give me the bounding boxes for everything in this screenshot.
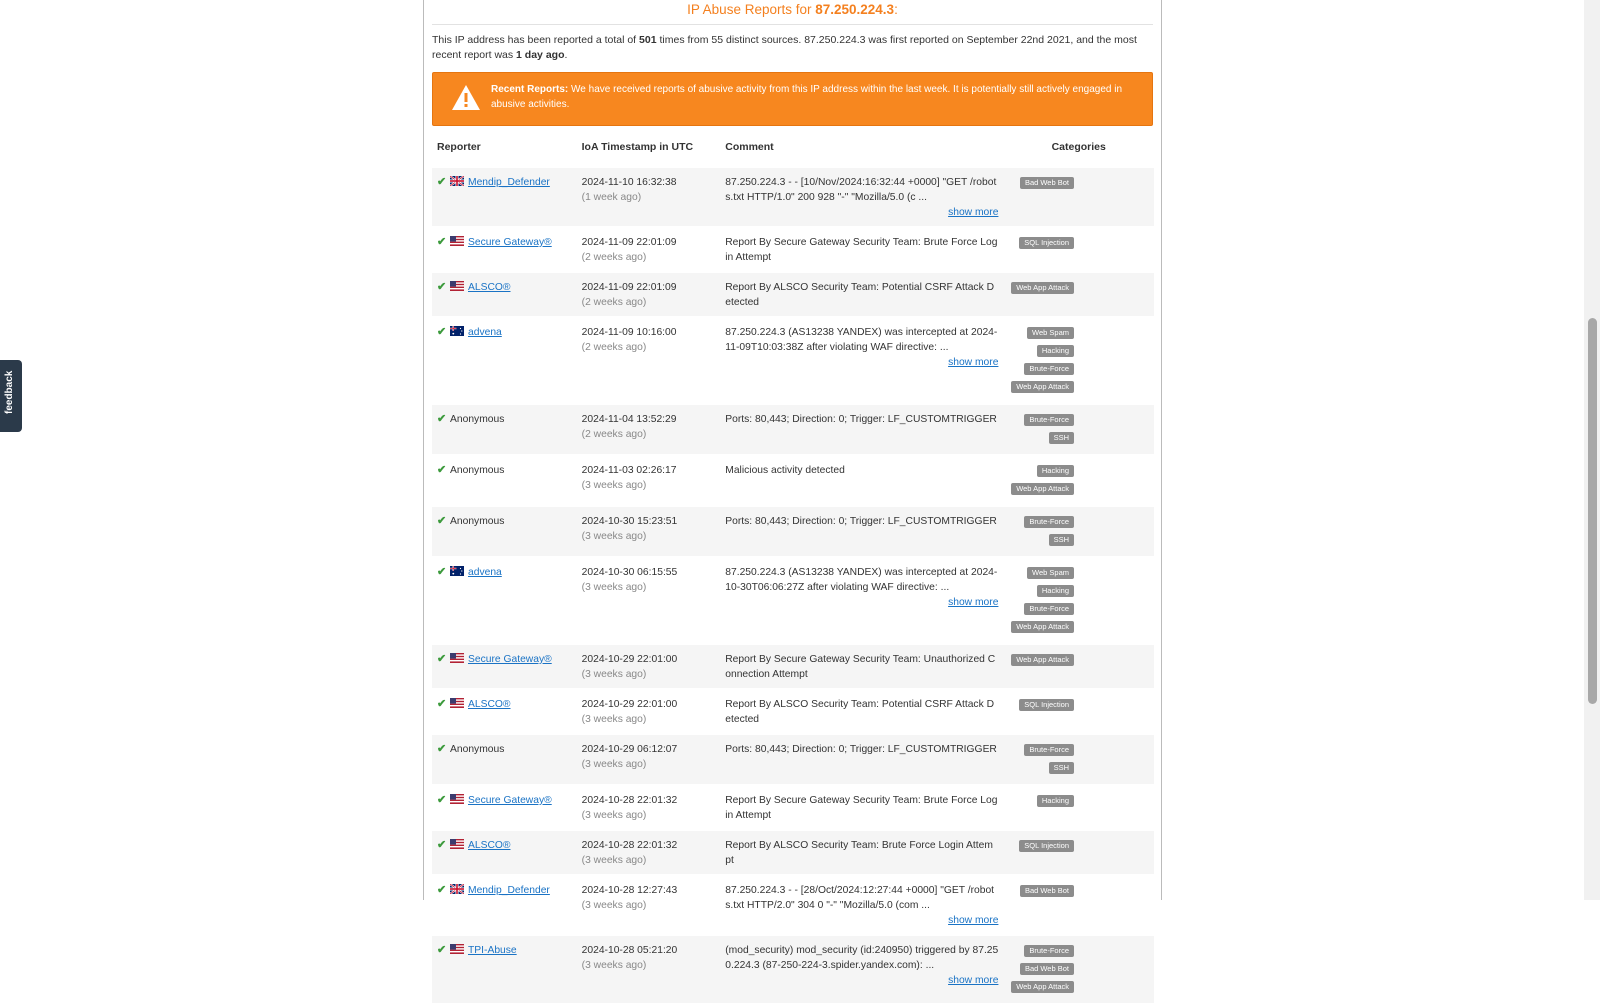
comment-text: Malicious activity detected [725, 465, 845, 476]
table-row [432, 272, 1154, 317]
comment-cell [720, 830, 1003, 875]
title-ip: 87.250.224.3 [815, 2, 895, 17]
category-badge[interactable]: Web App Attack [1011, 381, 1074, 393]
comment-text: 87.250.224.3 - - [10/Nov/2024:16:32:44 +0000] "GET /robots.txt HTTP/1.0" 200 928 "-" "Mozilla/5.0 (c ... [725, 177, 997, 203]
reporter-link[interactable]: Mendip_Defender [468, 885, 550, 896]
table-row [432, 689, 1154, 734]
reporter-cell [432, 272, 577, 317]
reporter-cell [432, 506, 577, 557]
reporter-cell [432, 644, 577, 689]
category-badge[interactable]: Web App Attack [1011, 282, 1074, 294]
timestamp: 2024-10-28 22:01:32 [581, 795, 678, 806]
verified-check-icon: ✔ [437, 653, 447, 665]
col-comment: Comment [725, 141, 774, 153]
categories-cell [1003, 689, 1154, 734]
reporter-link[interactable]: advena [468, 567, 502, 578]
col-reporter: Reporter [437, 141, 481, 153]
category-badge[interactable]: SQL Injection [1019, 699, 1074, 711]
relative-time: (2 weeks ago) [581, 342, 647, 353]
timestamp-cell [577, 734, 721, 785]
timestamp: 2024-10-28 22:01:32 [581, 840, 678, 851]
category-badge[interactable]: Brute-Force [1024, 516, 1074, 528]
categories-cell [1003, 644, 1154, 689]
relative-time: (2 weeks ago) [581, 297, 647, 308]
comment-cell [720, 689, 1003, 734]
comment-text: Report By Secure Gateway Security Team: Unauthorized Connection Attempt [725, 654, 996, 680]
reporter-cell [432, 557, 577, 644]
category-badge[interactable]: Bad Web Bot [1020, 885, 1074, 897]
categories-cell [1003, 404, 1154, 455]
verified-check-icon: ✔ [437, 464, 447, 476]
category-badge[interactable]: SQL Injection [1019, 840, 1074, 852]
relative-time: (3 weeks ago) [581, 810, 647, 821]
comment-cell [720, 404, 1003, 455]
table-row [432, 644, 1154, 689]
us-flag-icon [450, 698, 464, 708]
timestamp: 2024-10-29 22:01:00 [581, 699, 678, 710]
table-row [432, 227, 1154, 272]
timestamp-cell [577, 404, 721, 455]
timestamp-cell [577, 557, 721, 644]
feedback-tab[interactable] [0, 360, 22, 432]
au-flag-icon [450, 326, 464, 336]
uk-flag-icon [450, 884, 464, 894]
reporter-cell [432, 689, 577, 734]
table-row [432, 317, 1154, 404]
reporter-cell [432, 167, 577, 227]
us-flag-icon [450, 236, 464, 246]
verified-check-icon: ✔ [437, 515, 447, 527]
comment-text: Report By Secure Gateway Security Team: Brute Force Login Attempt [725, 795, 998, 821]
table-row [432, 404, 1154, 455]
table-row [432, 455, 1154, 506]
category-badge[interactable]: Brute-Force [1024, 363, 1074, 375]
comment-cell [720, 734, 1003, 785]
relative-time: (2 weeks ago) [581, 429, 647, 440]
table-row [432, 785, 1154, 830]
timestamp-cell [577, 785, 721, 830]
timestamp-cell [577, 317, 721, 404]
timestamp: 2024-11-10 16:32:38 [581, 177, 677, 188]
reporter-name: Anonymous [450, 414, 505, 425]
timestamp: 2024-11-09 22:01:09 [581, 237, 677, 248]
relative-time: (3 weeks ago) [581, 669, 647, 680]
reporter-cell [432, 227, 577, 272]
reporter-link[interactable]: Mendip_Defender [468, 177, 550, 188]
categories-cell [1003, 272, 1154, 317]
categories-cell [1003, 167, 1154, 227]
category-badge[interactable]: Hacking [1037, 585, 1074, 597]
summary-recent: 1 day ago [516, 49, 565, 61]
relative-time: (3 weeks ago) [581, 480, 647, 491]
reporter-link[interactable]: Secure Gateway® [468, 237, 552, 248]
comment-text: Report By ALSCO Security Team: Brute Force Login Attempt [725, 840, 993, 866]
category-badge[interactable]: Brute-Force [1024, 945, 1074, 957]
categories-cell [1003, 506, 1154, 557]
reporter-cell [432, 455, 577, 506]
verified-check-icon: ✔ [437, 743, 447, 755]
scrollbar-thumb[interactable] [1588, 318, 1597, 704]
comment-cell [720, 317, 1003, 404]
timestamp: 2024-10-28 12:27:43 [581, 885, 678, 896]
categories-cell [1003, 455, 1154, 506]
us-flag-icon [450, 839, 464, 849]
comment-cell [720, 455, 1003, 506]
timestamp: 2024-11-03 02:26:17 [581, 465, 677, 476]
us-flag-icon [450, 281, 464, 291]
table-header-row [432, 141, 1154, 167]
categories-cell [1003, 734, 1154, 785]
relative-time: (3 weeks ago) [581, 531, 647, 542]
categories-cell [1003, 875, 1154, 935]
categories-cell [1003, 785, 1154, 830]
report-summary [432, 33, 1153, 63]
relative-time: (3 weeks ago) [581, 714, 647, 725]
reporter-link[interactable]: ALSCO® [468, 282, 511, 293]
warning-icon [451, 84, 481, 111]
alert-message [491, 82, 1132, 112]
reporter-cell [432, 404, 577, 455]
recent-reports-alert [432, 72, 1153, 126]
timestamp-cell [577, 227, 721, 272]
category-badge[interactable]: Hacking [1037, 345, 1074, 357]
timestamp-cell [577, 506, 721, 557]
verified-check-icon: ✔ [437, 839, 447, 851]
title-suffix: : [894, 2, 898, 17]
categories-cell [1003, 227, 1154, 272]
us-flag-icon [450, 794, 464, 804]
table-row [432, 734, 1154, 785]
table-row [432, 167, 1154, 227]
reports-table [432, 141, 1154, 1003]
timestamp: 2024-11-04 13:52:29 [581, 414, 677, 425]
comment-cell [720, 167, 1003, 227]
reporter-link[interactable]: ALSCO® [468, 699, 511, 710]
comment-cell [720, 557, 1003, 644]
category-badge[interactable]: Web Spam [1027, 567, 1074, 579]
us-flag-icon [450, 944, 464, 954]
timestamp-cell [577, 272, 721, 317]
reporter-link[interactable]: Secure Gateway® [468, 654, 552, 665]
reporter-cell [432, 317, 577, 404]
category-badge[interactable]: Web App Attack [1011, 483, 1074, 495]
us-flag-icon [450, 653, 464, 663]
comment-cell [720, 935, 1003, 1003]
category-badge[interactable]: SSH [1049, 762, 1074, 774]
timestamp: 2024-11-09 10:16:00 [581, 327, 677, 338]
category-badge[interactable]: Web App Attack [1011, 621, 1074, 633]
relative-time: (3 weeks ago) [581, 900, 647, 911]
category-badge[interactable]: Web App Attack [1011, 654, 1074, 666]
show-more-link[interactable]: show more [948, 975, 999, 986]
category-badge[interactable]: SQL Injection [1019, 237, 1074, 249]
category-badge[interactable]: Brute-Force [1024, 603, 1074, 615]
category-badge[interactable]: Web App Attack [1011, 981, 1074, 993]
feedback-label: feedback [4, 370, 15, 414]
comment-text: Report By ALSCO Security Team: Potential CSRF Attack Detected [725, 282, 995, 308]
summary-text-3: . [564, 49, 568, 61]
alert-body: We have received reports of abusive activity from this IP address within the last week. It is potentially still actively engaged in abusive activities. [491, 84, 1123, 110]
verified-check-icon: ✔ [437, 944, 447, 956]
category-badge[interactable]: Hacking [1037, 795, 1074, 807]
timestamp-cell [577, 644, 721, 689]
comment-text: Ports: 80,443; Direction: 0; Trigger: LF_CUSTOMTRIGGER [725, 744, 997, 755]
relative-time: (3 weeks ago) [581, 582, 647, 593]
timestamp: 2024-10-29 06:12:07 [581, 744, 678, 755]
timestamp: 2024-10-30 15:23:51 [581, 516, 678, 527]
categories-cell [1003, 935, 1154, 1003]
timestamp: 2024-10-29 22:01:00 [581, 654, 678, 665]
comment-text: Report By Secure Gateway Security Team: Brute Force Login Attempt [725, 237, 998, 263]
categories-cell [1003, 830, 1154, 875]
relative-time: (3 weeks ago) [581, 960, 647, 971]
reporter-cell [432, 875, 577, 935]
reports-table-body [432, 167, 1154, 1003]
title-divider [432, 24, 1153, 25]
verified-check-icon: ✔ [437, 326, 447, 338]
reporter-cell [432, 830, 577, 875]
reports-panel [423, 0, 1162, 991]
reporter-name: Anonymous [450, 744, 505, 755]
timestamp-cell [577, 830, 721, 875]
verified-check-icon: ✔ [437, 413, 447, 425]
timestamp-cell [577, 455, 721, 506]
timestamp-cell [577, 167, 721, 227]
alert-title: Recent Reports: [491, 84, 569, 95]
page-title [432, 1, 1153, 19]
categories-cell [1003, 317, 1154, 404]
comment-text: Report By ALSCO Security Team: Potential CSRF Attack Detected [725, 699, 995, 725]
table-row [432, 875, 1154, 935]
category-badge[interactable]: SSH [1049, 534, 1074, 546]
reporter-name: Anonymous [450, 516, 505, 527]
verified-check-icon: ✔ [437, 176, 447, 188]
comment-text: 87.250.224.3 - - [28/Oct/2024:12:27:44 +0000] "GET /robots.txt HTTP/2.0" 304 0 "-" "Mozilla/5.0 (com ... [725, 885, 995, 911]
category-badge[interactable]: SSH [1049, 432, 1074, 444]
show-more-link[interactable]: show more [948, 597, 999, 608]
scrollbar[interactable] [1584, 0, 1600, 900]
comment-cell [720, 785, 1003, 830]
show-more-link[interactable]: show more [948, 915, 999, 926]
comment-text: 87.250.224.3 (AS13238 YANDEX) was intercepted at 2024-11-09T10:03:38Z after violating WAF directive: ... [725, 327, 998, 353]
table-row [432, 935, 1154, 1003]
categories-cell [1003, 557, 1154, 644]
comment-text: (mod_security) mod_security (id:240950) triggered by 87.250.224.3 (87-250-224-3.spider.yandex.com): ... [725, 945, 999, 971]
comment-cell [720, 644, 1003, 689]
verified-check-icon: ✔ [437, 236, 447, 248]
summary-total: 501 [639, 34, 657, 46]
comment-text: Ports: 80,443; Direction: 0; Trigger: LF_CUSTOMTRIGGER [725, 414, 997, 425]
category-badge[interactable]: Web Spam [1027, 327, 1074, 339]
comment-text: 87.250.224.3 (AS13238 YANDEX) was intercepted at 2024-10-30T06:06:27Z after violating WAF directive: ... [725, 567, 998, 593]
relative-time: (2 weeks ago) [581, 252, 647, 263]
verified-check-icon: ✔ [437, 281, 447, 293]
category-badge[interactable]: Brute-Force [1024, 744, 1074, 756]
verified-check-icon: ✔ [437, 794, 447, 806]
reporter-link[interactable]: TPI-Abuse [468, 945, 517, 956]
relative-time: (3 weeks ago) [581, 855, 647, 866]
verified-check-icon: ✔ [437, 566, 447, 578]
reporter-link[interactable]: ALSCO® [468, 840, 511, 851]
timestamp: 2024-11-09 22:01:09 [581, 282, 677, 293]
show-more-link[interactable]: show more [948, 207, 999, 218]
reporter-cell [432, 785, 577, 830]
col-categories: Categories [1051, 141, 1106, 153]
comment-cell [720, 506, 1003, 557]
timestamp-cell [577, 935, 721, 1003]
au-flag-icon [450, 566, 464, 576]
show-more-link[interactable]: show more [948, 357, 999, 368]
title-prefix: IP Abuse Reports for [687, 2, 816, 17]
col-timestamp: IoA Timestamp in UTC [581, 141, 694, 153]
reporter-name: Anonymous [450, 465, 505, 476]
summary-text-1: This IP address has been reported a total of [432, 34, 640, 46]
category-badge[interactable]: Hacking [1037, 465, 1074, 477]
category-badge[interactable]: Bad Web Bot [1020, 963, 1074, 975]
reporter-cell [432, 734, 577, 785]
category-badge[interactable]: Bad Web Bot [1020, 177, 1074, 189]
table-row [432, 830, 1154, 875]
category-badge[interactable]: Brute-Force [1024, 414, 1074, 426]
timestamp-cell [577, 689, 721, 734]
verified-check-icon: ✔ [437, 884, 447, 896]
summary-text-2: times from 55 distinct sources. 87.250.224.3 was first reported on September 22nd 2021, and the most recent report was [432, 34, 1137, 61]
comment-text: Ports: 80,443; Direction: 0; Trigger: LF_CUSTOMTRIGGER [725, 516, 997, 527]
timestamp-cell [577, 875, 721, 935]
relative-time: (1 week ago) [581, 192, 642, 203]
verified-check-icon: ✔ [437, 698, 447, 710]
reporter-cell [432, 935, 577, 1003]
table-row [432, 557, 1154, 644]
timestamp: 2024-10-28 05:21:20 [581, 945, 678, 956]
relative-time: (3 weeks ago) [581, 759, 647, 770]
uk-flag-icon [450, 176, 464, 186]
timestamp: 2024-10-30 06:15:55 [581, 567, 678, 578]
comment-cell [720, 272, 1003, 317]
comment-cell [720, 875, 1003, 935]
comment-cell [720, 227, 1003, 272]
table-row [432, 506, 1154, 557]
reporter-link[interactable]: advena [468, 327, 502, 338]
reporter-link[interactable]: Secure Gateway® [468, 795, 552, 806]
